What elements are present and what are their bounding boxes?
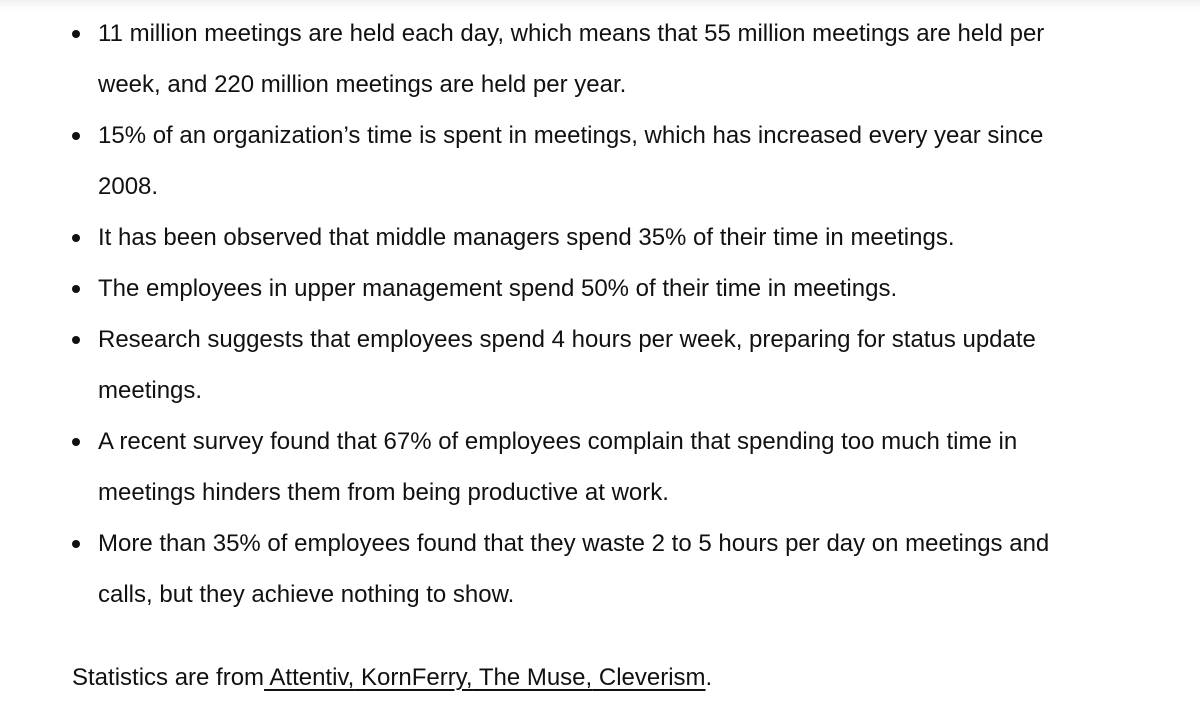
list-item-text: Research suggests that employees spend 4 hours per week, preparing for status update meetings. [98,326,1036,404]
list-item-text: The employees in upper management spend 50% of their time in meetings. [98,275,898,302]
list-item-text: More than 35% of employees found that they waste 2 to 5 hours per day on meetings and calls, but they achieve nothing to show. [98,530,1050,608]
list-item [72,314,1082,416]
source-prefix: Statistics are from [72,664,265,691]
source-attribution [72,660,712,696]
list-item [72,110,1082,212]
statistics-list [72,8,1082,620]
bullet-icon [72,132,80,140]
list-item-text: It has been observed that middle managers spend 35% of their time in meetings. [98,224,955,251]
source-link-kornferry[interactable]: KornFerry, [354,664,473,691]
source-link-cleverism[interactable]: Cleverism [592,664,706,691]
bullet-icon [72,285,80,293]
list-item [72,416,1082,518]
bullet-icon [72,540,80,548]
bullet-icon [72,234,80,242]
source-link-attentiv[interactable]: Attentiv, [264,664,355,691]
list-item [72,8,1082,110]
list-item [72,518,1082,620]
source-link-the-muse[interactable]: The Muse, [472,664,593,691]
list-item [72,263,1082,314]
bullet-icon [72,336,80,344]
list-item-text: 11 million meetings are held each day, which means that 55 million meetings are held per week, and 220 million meetings are held per year. [98,20,1045,98]
source-suffix: . [705,664,713,691]
bullet-icon [72,30,80,38]
bullet-icon [72,438,80,446]
list-item-text: 15% of an organization’s time is spent in meetings, which has increased every year since 2008. [98,122,1044,200]
list-item [72,212,1082,263]
list-item-text: A recent survey found that 67% of employees complain that spending too much time in meetings hinders them from being productive at work. [98,428,1018,506]
article-body [72,8,1082,620]
